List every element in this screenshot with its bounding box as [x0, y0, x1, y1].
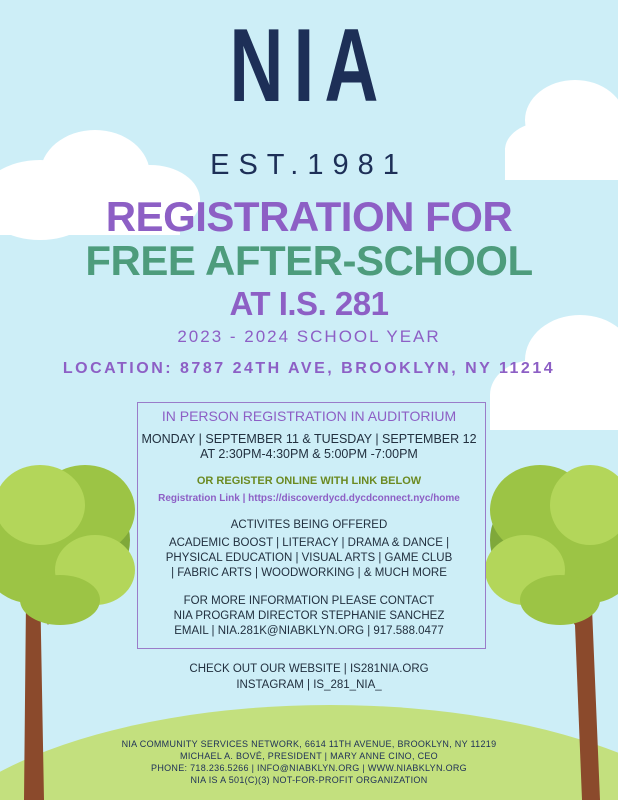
- footer-line-4: NIA IS A 501(C)(3) NOT-FOR-PROFIT ORGANIZATION: [190, 775, 428, 785]
- contact-line-3: EMAIL | NIA.281K@NIABKLYN.ORG | 917.588.0477: [174, 625, 444, 637]
- footer-line-2: MICHAEL A. BOVÉ, PRESIDENT | MARY ANNE CINO, CEO: [180, 751, 438, 761]
- activities-line-2: PHYSICAL EDUCATION | VISUAL ARTS | GAME CLUB: [165, 552, 453, 564]
- online-registration-title: OR REGISTER ONLINE WITH LINK BELOW: [196, 475, 422, 487]
- headline-line-3: AT I.S. 281: [229, 285, 389, 322]
- activities-title: ACTIVITES BEING OFFERED: [230, 519, 388, 531]
- school-year: 2023 - 2024 SCHOOL YEAR: [177, 327, 441, 346]
- location: LOCATION: 8787 24TH AVE, BROOKLYN, NY 11214: [62, 360, 556, 377]
- website-line[interactable]: CHECK OUT OUR WEBSITE | IS281NIA.ORG: [189, 663, 429, 675]
- registration-link[interactable]: Registration Link | https://discoverdycd.dycdconnect.nyc/home: [158, 493, 460, 504]
- contact-line-1: FOR MORE INFORMATION PLEASE CONTACT: [183, 595, 435, 607]
- nia-logo: NIA: [229, 8, 389, 124]
- established-year: EST.1981: [210, 149, 408, 181]
- dates-line-2: AT 2:30PM-4:30PM & 5:00PM -7:00PM: [200, 447, 418, 461]
- dates-line-1: MONDAY | SEPTEMBER 11 & TUESDAY | SEPTEMBER 12: [141, 432, 477, 446]
- registration-title: IN PERSON REGISTRATION IN AUDITORIUM: [161, 408, 457, 424]
- activities-line-3: | FABRIC ARTS | WOODWORKING | & MUCH MORE: [171, 567, 447, 579]
- footer: [0, 738, 618, 786]
- contact-line-2: NIA PROGRAM DIRECTOR STEPHANIE SANCHEZ: [173, 610, 445, 622]
- footer-line-1: NIA COMMUNITY SERVICES NETWORK, 6614 11TH AVENUE, BROOKLYN, NY 11219: [121, 739, 497, 749]
- headline-line-2: FREE AFTER-SCHOOL: [85, 237, 533, 284]
- footer-line-3: PHONE: 718.236.5266 | INFO@NIABKLYN.ORG | WWW.NIABKLYN.ORG: [151, 763, 467, 773]
- activities-line-1: ACADEMIC BOOST | LITERACY | DRAMA & DANCE |: [168, 537, 450, 549]
- headline-line-1: REGISTRATION FOR: [105, 193, 513, 240]
- instagram-line[interactable]: INSTAGRAM | IS_281_NIA_: [236, 679, 382, 691]
